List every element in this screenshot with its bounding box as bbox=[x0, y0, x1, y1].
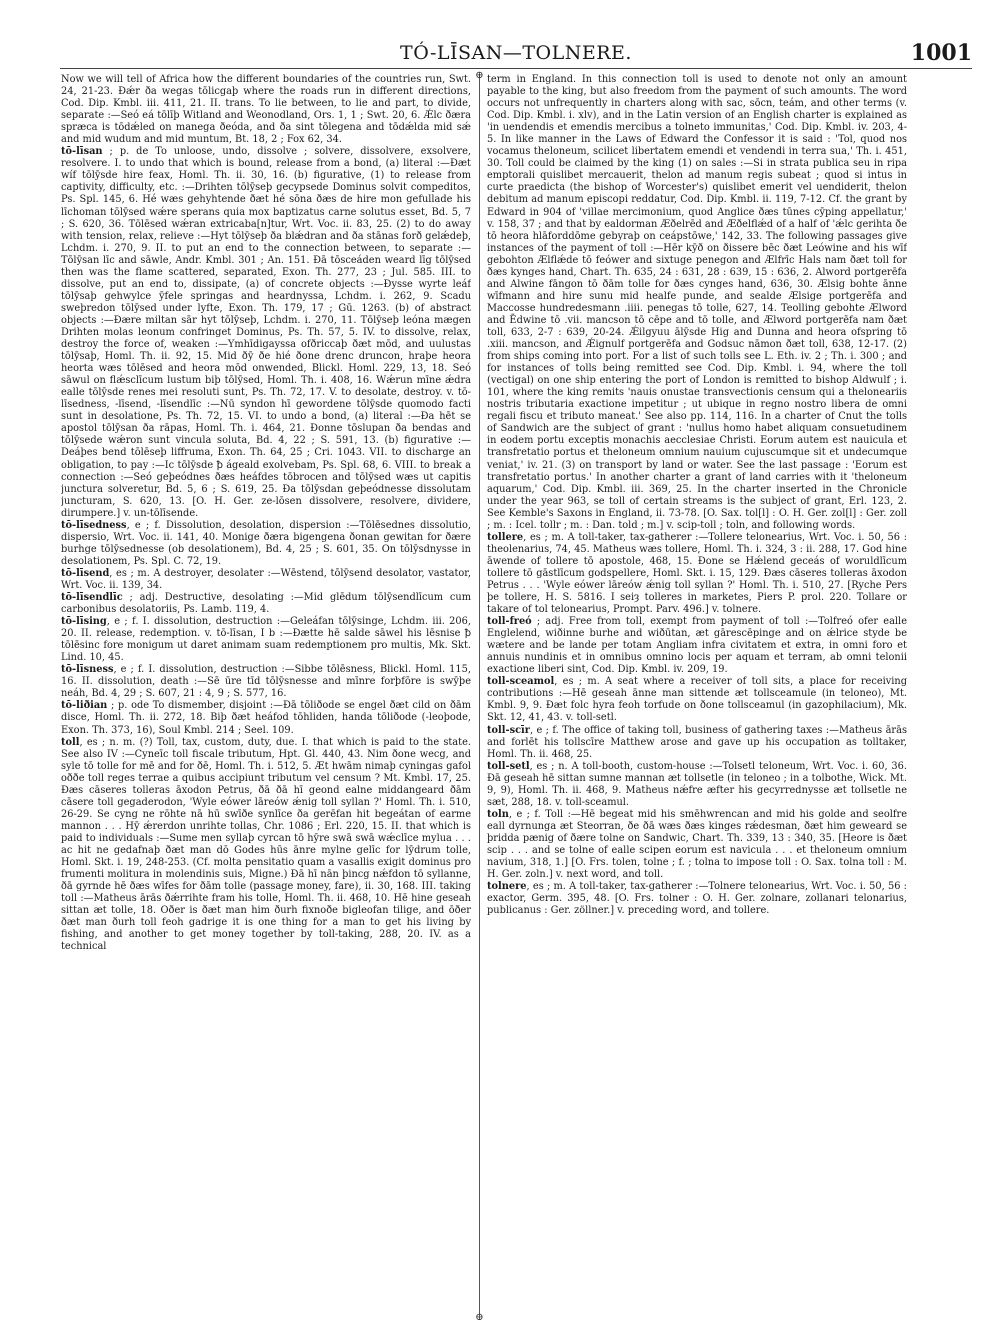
entry-text: , es ; m. A toll-taker, tax-gatherer :—Tollere telonearius, Wrt. Voc. i. 50, 56 : theolenarius, 74, 45. Matheus wæs tollere, Homl. Th. i. 324, 3 : ii. 288, 17. God hine āwende of tollere tō apostole, 468, 15. Ðone se Hǽlend geceás of woruldlīcum tollere tō gāstlīcum godspellere, Homl. Skt. i. 15, 129. Ðæs cāseres tolleras āxodon Petrus . . . 'Wyle eówer lāreów ǽnig toll syllan ?' Homl. Th. i. 510, 27. [Ryche Pers þe tollere, H. S. 5816. I seiȝ tolleres in marketes, Piers P. prol. 220. Tollare or takare of tol telonearius, Prompt. Parv. 496.] v. tolnere. bbox=[487, 531, 907, 616]
dictionary-entry bbox=[487, 881, 907, 917]
dictionary-entry bbox=[487, 74, 907, 532]
right-column bbox=[487, 74, 907, 1324]
header-rule bbox=[60, 68, 972, 69]
dictionary-entry bbox=[487, 676, 907, 724]
entry-headword: tō-līsendlīc bbox=[61, 592, 123, 604]
entry-text: ; p. de To unloose, undo, dissolve ; solvere, dissolvere, exsolvere, resolvere. I. to undo that which is bound, release from a bond, (a) literal :—Ðæt wíf tōlȳsde hire feax, Homl. Th. ii. 30, 16. (b) figurative, (1) to release from captivity, difficulty, etc. :—Drihten tōlȳseþ gecypsede Dominus solvit compeditos, Ps. Spl. 145, 6. Hé wæs gehyhtende ðæt hé sōna ðæs de hire mon gefullade his līchoman tōlȳsed wǽre sperans quia mox baptizatus carne solutus esset, Bd. 5, 7 ; S. 620, 36. Tōlēsed wǽran extricaba[n]tur, Wrt. Voc. ii. 83, 25. (2) to do away with tension, relax, relieve :—Hyt tōlȳseþ ða blǽdran and ða stānas forð gelǽdeþ, Lchdm. i. 270, 9. II. to put an end to the connection between, to separate :—Tōlȳsan līc and sāwle, Andr. Kmbl. 301 ; An. 151. Ðā tōsceáden weard līg tōlȳsed then was the flame scattered, separated, Exon. Th. 277, 23 ; Jul. 585. III. to dissolve, put an end to, dissipate, (a) of concrete objects :—Ðysse wyrte leáf tōlȳsaþ gehwylce ȳfele springas and heardnyssa, Lchdm. i. 262, 9. Scadu sweþredon tōlȳsed under lyfte, Exon. Th. 179, 17 ; Gū. 1263. (b) of abstract objects :—Ðære miltan sār hyt tōlȳseþ, Lchdm. i. 270, 11. Tōlȳseþ leóna mægen Drihten molas leonum confringet Dominus, Ps. Th. 57, 5. IV. to dissolve, relax, destroy the force of, weaken :—Ymhīdigayssa ofðriccaþ ðæt mōd, and uulustas tōlȳsaþ, Homl. Th. ii. 92, 15. Mid ðȳ ðe hié ðone drenc druncon, hraþe heora heorta wæs tōlēsed and heora mōd onwended, Blickl. Homl. 229, 13, 18. Seó sāwul on flǽsclīcum lustum biþ tōlȳsed, Homl. Th. i. 408, 16. Wǽrun mīne ǽdra ealle tōlȳsde renes mei resoluti sunt, Ps. Th. 72, 17. V. to desolate, destroy. v. tō-līsedness, -līsend, -līsendlīc :—Nū syndon hī gewordene tōlȳsde quomodo facti sunt in desolatione, Ps. Th. 72, 15. VI. to undo a bond, (a) literal :—Ða hēt se apostol tōlȳsan ða rāpas, Homl. Th. i. 464, 21. Ðonne tōslupan ða bendas and tōlȳsede wǽron sunt vincula soluta, Bd. 4, 22 ; S. 591, 13. (b) figurative :—Deáþes bend tōlēseþ liffruma, Exon. Th. 64, 25 ; Cri. 1043. VII. to discharge an obligation, to pay :—Ic tōlȳsde ꝥ ágeald exolvebam, Ps. Spl. 68, 6. VIII. to break a connection :—Seó geþeódnes ðæs heáfdes tōbrocen and tōlȳsed wæs ut capitis junctura solveretur, Bd. 5, 6 ; S. 619, 25. Ða tōlȳsdan geþeódnesse dissolutam juncturam, S. 620, 13. [O. H. Ger. ze-lōsen dissolvere, resolvere, dividere, dirumpere.] v. un-tōlīsende. bbox=[61, 146, 471, 519]
entry-text: , e ; f. I. dissolution, destruction :—Geleáfan tōlȳsinge, Lchdm. iii. 206, 20. II. release, redemption. v. tō-līsan, I b :—Ðætte hē salde sāwel his lēsnise ꝥ tōlēsinc fore monigum ut daret animam suam redemptionem pro multis, Mk. Skt. Lind. 10, 45. bbox=[61, 616, 471, 664]
dictionary-entry bbox=[61, 664, 471, 700]
dictionary-entry bbox=[487, 616, 907, 676]
dictionary-entry bbox=[61, 520, 471, 568]
entry-headword: toll-sceamol bbox=[487, 676, 555, 688]
page-number: 1001 bbox=[910, 40, 972, 66]
entry-text: ; adj. Free from toll, exempt from payment of toll :—Tolfreó ofer ealle Englelend, wiðinne burhe and wiðūtan, æt gārescēpinge and on ǽlrice styde be wætere and be lande per totam Angliam infra civitatem et extra, in omni foro et annuis nundinis et in omnibus omnino locis per aquam et terram, ab omni telonii exactione liberi sint, Cod. Dip. Kmbl. iv. 209, 19. bbox=[487, 616, 907, 676]
entry-headword: tollere bbox=[487, 531, 524, 543]
dictionary-entry bbox=[487, 532, 907, 616]
divider-ornament-bottom: ⊕ bbox=[475, 1312, 484, 1323]
entry-headword: toll bbox=[61, 736, 80, 748]
entry-headword: tō-līsedness bbox=[61, 519, 127, 531]
entry-headword: tō-līsness bbox=[61, 664, 114, 676]
entry-headword: tō-līsan bbox=[61, 146, 103, 158]
running-title: TÓ-LĪSAN—TOLNERE. bbox=[400, 42, 632, 64]
entry-text: , e ; f. Dissolution, desolation, dispersion :—Tōlēsednes dissolutio, dispersio, Wrt. Voc. ii. 141, 40. Monige ðæra bigengena ðonan gewitan for ðære burhge tōlȳsednesse (ob desolationem), Bd. 4, 25 ; S. 601, 35. On tōlȳsdnysse in desolationem, Ps. Spl. C. 72, 19. bbox=[61, 519, 471, 567]
entry-headword: tō-līsing bbox=[61, 616, 107, 628]
entry-text: , es ; m. A seat where a receiver of toll sits, a place for receiving contributions :—Hē geseah ānne man sittende æt tollsceamule (in teloneo), Mt. Kmbl. 9, 9. Ðæt folc hyra feoh torfude on ðone tollsceamul (in gazophilacium), Mk. Skt. 12, 41, 43. v. toll-setl. bbox=[487, 676, 907, 724]
entry-headword: tō-liðian bbox=[61, 700, 108, 712]
entry-headword: toll-setl bbox=[487, 760, 530, 772]
entry-text: term in England. In this connection toll is used to denote not only an amount payable to the king, but also freedom from the payment of such amounts. The word occurs not unfrequently in charters along with sac, sōcn, teám, and other terms (v. Cod. Dip. Kmbl. i. xlv), and in the Latin version of an English charter is explained as 'in uendendis et emendis mercibus a tolneto immunitas,' Cod. Dip. Kmbl. iv. 203, 4-5. In like manner in the Laws of Edward the Confessor it is said : 'Tol, quod nos vocamus theloneum, scilicet libertatem emendi et vendendi in terra sua,' Th. i. 451, 30. Toll could be claimed by the king (1) on sales :—Si in strata publica seu in ripa emptorali quislibet mercauerit, thelon ad manum regis subeat ; quod si intus in curte praedicta (the bishop of Worcester's) quislibet emerit vel uendiderit, thelon debitum ad manum episcopi reddatur, Cod. Dip. Kmbl. ii. 119, 7-12. Cf. the grant by Edward in 904 of 'villae mercimonium, quod Anglice ðæs tūnes cȳping appellatur,' v. 158, 37 ; and that by ealdorman Æðelrēd and Æðelflǽd of a half of 'ǽlc gerihta ðe tō heora hlāforddōme gebyraþ on ceápstōwe,' 142, 33. The following passages give instances of the payment of toll :—Hēr kȳð on ðissere bēc ðæt Leówine and his wīf gebohton Ælflǽde tō feówer and sixtuge penegon and Ælfrīc Hals nam ðæt toll for ðæs kynges hand, Chart. Th. 635, 24 : 631, 28 : 639, 15 : 636, 2. Alword portgerēfa and Alwine fāngon tō ðām tolle for ðæs cynges hand, 636, 30. Ælsig bohte ānne wīfmann and hire sunu mid healfe punde, and sealde Ælsige portgerēfa and Maccosse hundredesmann .iiii. penegas tō tolle, 627, 14. Teolling gebohte Ælword and Ēdwine tō .vii. mancson tō cēpe and tō tolle, and Ælword portgerēfa nam ðæt toll, 633, 2-7 : 639, 20-24. Ǽilgyuu ālȳsde Hig and Dunna and heora ofspring tō .xiii. mancson, and Ǽignulf portgerēfa and Godsuc nāmon ðæt toll, 638, 12-17. (2) from ships coming into port. For a list of such tolls see L. Eth. iv. 2 ; Th. i. 300 ; and for instances of tolls being remitted see Cod. Dip. Kmbl. i. 94, where the toll (vectigal) on one ship entering the port of London is remitted to bishop Aldwulf ; i. 101, where the king remits 'nauis onustae transvectionis censum qui a theloneariis nostris tributaria exactione impetitur ; ut ubique in regno nostro libera de omni regali fiscu et tributo maneat.' See also pp. 114, 116. In a charter of Cnut the tolls of Sandwich are the subject of grant : 'nullus homo habet aliquam consuetudinem in eodem portu exceptis monachis aecclesiae Christi. Eorum autem est nauicula et transfretatio portus et theloneum omnium nauium cujuscumque sit et undecumque veniat,' iv. 21. (3) on transport by land or water. See the last passage : 'Eorum est transfretatio portus.' In another charter a grant of land carries with it 'theloneum aquarum,' Cod. Dip. Kmbl. iii. 369, 25. In the charter inserted in the Chronicle under the year 963, se toll of certain streams is the subject of grant, Erl. 123, 2. See Kemble's Saxons in England, ii. 73-78. [O. Sax. tol[l] : O. H. Ger. zol[l] : Ger. zoll ; m. : Icel. tollr ; m. : Dan. told ; m.] v. scip-toll ; toln, and following words. bbox=[487, 74, 907, 531]
dictionary-entry bbox=[61, 568, 471, 592]
column-divider bbox=[479, 74, 480, 1314]
entry-headword: tolnere bbox=[487, 881, 527, 893]
entry-text: ; p. ode To dismember, disjoint :—Ðā tōliðode se engel ðæt cild on ðām disce, Homl. Th. ii. 272, 18. Biþ ðæt heáfod tōhliden, handa tōliðode (-leoþode, Exon. Th. 373, 16), Soul Kmbl. 214 ; Seel. 109. bbox=[61, 700, 471, 736]
entry-text: , e ; f. The office of taking toll, business of gathering taxes :—Matheus ārās and forlēt his tollscīre Matthew arose and gave up his occupation as tolltaker, Homl. Th. ii. 468, 25. bbox=[487, 724, 907, 760]
entry-text: , es ; n. m. (?) Toll, tax, custom, duty, due. I. that which is paid to the state. See also IV :—Cyneīc toll fiscale tributum, Hpt. Gl. 440, 43. Nim ðone wecg, and syle tō tolle for mē and for ðē, Homl. Th. i. 512, 5. Æt hwām nimaþ cyningas gafol oððe toll reges terrae a quibus accipiunt tributum vel censum ? Mt. Kmbl. 17, 25. Ðæs cāseres tolleras āxodon Petrus, ðā ðā hī geond ealne middangeard ðām cāsere toll gegaderodon, 'Wyle eówer lāreów ǽnig toll syllan ?' Homl. Th. i. 510, 26-29. Se cyng ne rōhte nā hū swīðe synlīce ða gerēfan hit begeátan of earme mannon . . . Hȳ ǽrerdon unrihte tollas, Chr. 1086 ; Erl. 220, 15. II. that which is paid to individuals :—Sume men syllaþ cyrcan tō hȳre swā swā wǽclīce myluа . . . ac hit ne gedafnaþ ðæt man dō Godes hūs ānre mylne gelīc for lȳdrum tolle, Homl. Skt. i. 19, 248-253. (Cf. molta pensitatio quam a vasallis exigit dominus pro frumenti molitura in molendinis suis, Migne.) Ðā hī nān þincg nǽfdon tō syllanne, ðā gyrnde hē ðæs wīfes for ðām tolle (passage money, fare), ii. 30, 168. III. taking toll :—Matheus ārās ðǽrrihte fram his tolle, Homl. Th. ii. 468, 10. Hē hine geseah sittan æt tolle, 18. Oðer is ðæt man him ðurh fixnoðe bigleofan tilige, and ōðer ðæt man ðurh toll feoh gadrige it is one thing for a man to get his living by fishing, and another to get money together by toll-taking, 288, 20. IV. as a technical bbox=[61, 736, 471, 953]
dictionary-entry bbox=[487, 761, 907, 809]
dictionary-entry bbox=[61, 146, 471, 519]
dictionary-entry bbox=[61, 700, 471, 736]
entry-headword: toll-freó bbox=[487, 616, 532, 628]
dictionary-entry bbox=[61, 737, 471, 954]
entry-text: , e ; f. I. dissolution, destruction :—Sibbe tōlēsness, Blickl. Homl. 115, 16. II. dissolution, death :—Sē ūre tīd tōlȳsnesse and mīnre forþfōre is swȳþe neáh, Bd. 4, 29 ; S. 607, 21 : 4, 9 ; S. 577, 16. bbox=[61, 664, 471, 700]
entry-text: ; adj. Destructive, desolating :—Mid glēdum tōlȳsendlīcum cum carbonibus desolatoriis, Ps. Lamb. 119, 4. bbox=[61, 592, 471, 616]
entry-text: Now we will tell of Africa how the different boundaries of the countries run, Swt. 24, 21-23. Ðǽr ða wegas tōlicgaþ where the roads run in different directions, Cod. Dip. Kmbl. iii. 411, 21. II. trans. To lie between, to lie and part, to divide, separate :—Seó eá tōlīþ Witland and Weonodland, Ors. 1, 1 ; Swt. 20, 6. Ǽlc ðæra spræca is tōdǽled on manega ðeóda, and ða sint tōlegena and tōdǽlda mid sǽ and mid wudum and mid muntum, Bt. 18, 2 ; Fox 62, 34. bbox=[61, 74, 471, 146]
entry-headword: toll-scīr bbox=[487, 724, 530, 736]
running-header bbox=[60, 38, 972, 68]
entry-headword: toln bbox=[487, 808, 509, 820]
left-column bbox=[61, 74, 471, 1324]
dictionary-entry bbox=[61, 74, 471, 146]
dictionary-entry bbox=[61, 616, 471, 664]
dictionary-entry bbox=[487, 809, 907, 881]
dictionary-entry bbox=[61, 592, 471, 616]
divider-ornament-top: ⊕ bbox=[475, 70, 484, 81]
entry-text: , e ; f. Toll :—Hē begeat mid his smēhwrencan and mid his golde and seolfre eall dyrnunga æt Steorran, ðe ðā wæs ðæs kinges rǽdesman, ðæt him geweard se þridda pænig of ðære tolne on Sandwic, Chart. Th. 339, 13 : 340, 35. [Heore is ðæt scip . . . and se tolne of ealle scipen eorum est navicula . . . et theloneum omnium navium, 318, 1.] [O. Frs. tolen, tolne ; f. ; tolna to impose toll : O. Sax. tolna toll : M. H. Ger. zoln.] v. next word, and toll. bbox=[487, 808, 907, 881]
entry-text: , es ; m. A destroyer, desolater :—Wēstend, tōlȳsend desolator, vastator, Wrt. Voc. ii. 139, 34. bbox=[61, 567, 471, 591]
entry-text: , es ; m. A toll-taker, tax-gatherer :—Tolnere telonearius, Wrt. Voc. i. 50, 56 : exactor, Germ. 395, 48. [O. Frs. tolner : O. H. Ger. zolnare, zollanari telonarius, publicanus : Ger. zöllner.] v. preceding word, and tollere. bbox=[487, 881, 907, 917]
entry-headword: tō-līsend bbox=[61, 567, 110, 579]
dictionary-entry bbox=[487, 725, 907, 761]
entry-text: , es ; n. A toll-booth, custom-house :—Tolsetl teloneum, Wrt. Voc. i. 60, 36. Ðā geseah hē sittan sumne mannan æt tollsetle (in teloneo ; in a tolbothe, Wick. Mt. 9, 9), Homl. Th. ii. 468, 9. Matheus nǽfre æfter his gecyrrednysse æt tollsetle ne sæt, 288, 18. v. toll-sceamul. bbox=[487, 760, 907, 808]
